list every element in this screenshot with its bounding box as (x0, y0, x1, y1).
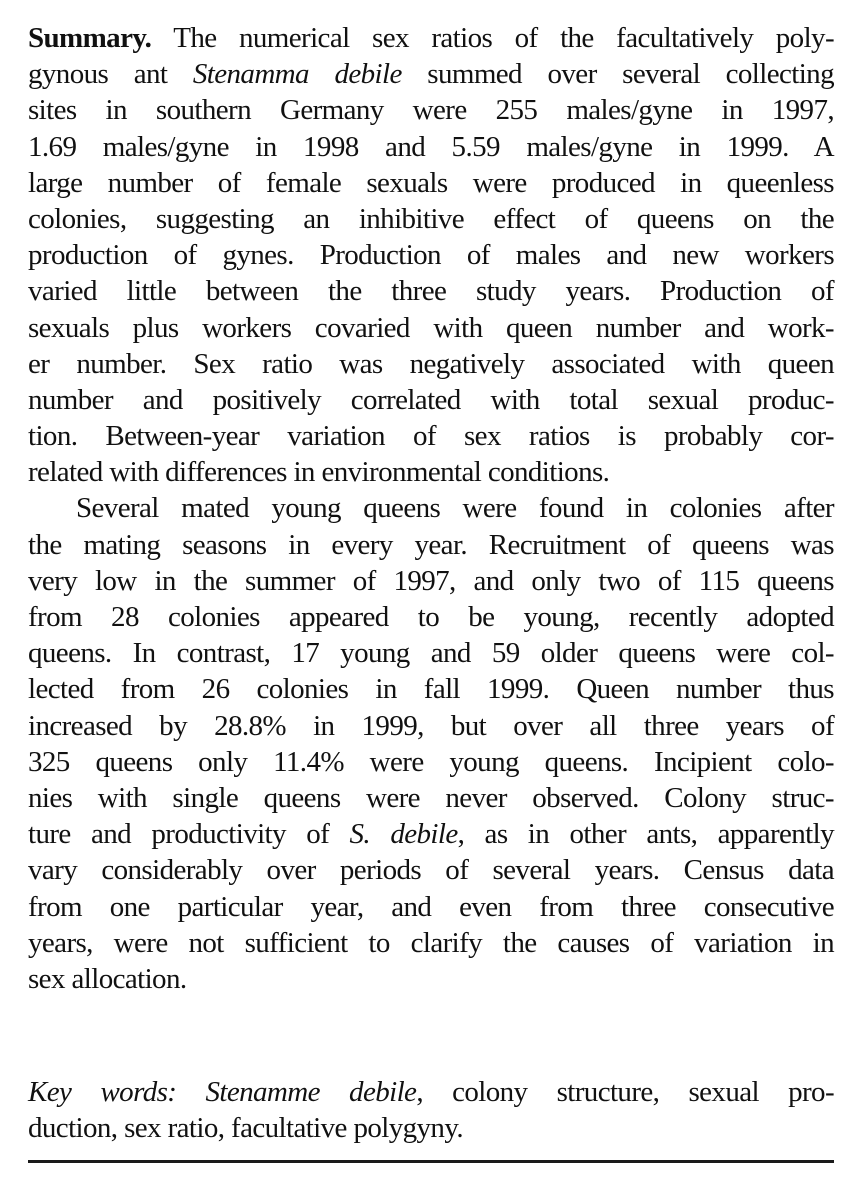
text-line (28, 165, 834, 201)
summary-section (28, 20, 834, 997)
text-run: 1.69 males/gyne in 1998 and 5.59 males/gyne in 1999. A (28, 130, 834, 163)
text-line (28, 418, 834, 454)
text-run: large number of female sexuals were produced in queenless (28, 166, 834, 199)
text-line (28, 527, 834, 563)
text-run: vary considerably over periods of several years. Census data (28, 854, 834, 887)
text-run: from 28 colonies appeared to be young, recently adopted (28, 601, 834, 633)
text-line (28, 273, 834, 309)
italic-term: S. debile (349, 818, 458, 851)
text-run: related with differences in environmental conditions. (28, 456, 610, 489)
text-line (28, 129, 834, 165)
text-line (28, 20, 834, 56)
text-run: , colony structure, sexual pro- (416, 1076, 835, 1108)
text-run: lected from 26 colonies in fall 1999. Queen number thus (28, 673, 834, 706)
text-line (28, 563, 834, 599)
text-line (28, 852, 834, 888)
text-line (28, 635, 834, 671)
text-run: sexuals plus workers covaried with queen number and work- (28, 311, 834, 344)
text-line (28, 708, 834, 744)
text-run: production of gynes. Production of males and new workers (28, 239, 834, 272)
text-run: nies with single queens were never observed. Colony struc- (28, 781, 834, 814)
text-run: from one particular year, and even from three consecutive (28, 890, 834, 923)
text-line (28, 237, 834, 273)
text-run: number and positively correlated with total sexual produc- (28, 383, 834, 416)
text-line (28, 925, 834, 961)
text-run: increased by 28.8% in 1999, but over all three years of (28, 709, 834, 742)
keywords-paragraph (28, 1074, 834, 1146)
text-line (28, 310, 834, 346)
keywords-section (28, 1074, 834, 1146)
text-line (28, 816, 834, 852)
italic-term: Key words: (28, 1076, 206, 1108)
text-line (28, 382, 834, 418)
text-run: 325 queens only 11.4% were young queens. Incipient colo- (28, 745, 834, 778)
text-line (28, 346, 834, 382)
text-line (28, 201, 834, 237)
text-line (28, 454, 834, 490)
text-run: tion. Between-year variation of sex ratios is probably cor- (28, 420, 834, 453)
summary-heading: Summary. (28, 22, 152, 54)
italic-term: Stenamma debile (192, 58, 402, 91)
text-run: Several mated young queens were found in colonies after (76, 492, 834, 525)
text-run: ture and productivity of (28, 818, 350, 851)
text-line (28, 490, 834, 526)
text-run: er number. Sex ratio was negatively associated with queen (28, 347, 834, 380)
text-line (28, 56, 834, 92)
text-run: sex allocation. (28, 962, 187, 995)
text-line (28, 1074, 834, 1110)
text-run: very low in the summer of 1997, and only two of 115 queens (28, 564, 834, 597)
text-run: varied little between the three study years. Production of (28, 275, 834, 308)
text-line (28, 1110, 834, 1146)
text-line (28, 92, 834, 128)
text-run: years, were not sufficient to clarify the causes of variation in (28, 926, 834, 959)
text-line (28, 961, 834, 997)
text-run: sites in southern Germany were 255 males/gyne in 1997, (28, 94, 834, 127)
summary-paragraph-2 (28, 490, 834, 997)
text-run: the mating seasons in every year. Recruitment of queens was (28, 528, 834, 561)
text-line (28, 671, 834, 707)
text-line (28, 744, 834, 780)
text-run: gynous ant (28, 58, 193, 91)
text-run: , as in other ants, apparently (457, 818, 834, 851)
text-run: The numerical sex ratios of the facultatively poly- (151, 22, 834, 54)
text-line (28, 889, 834, 925)
text-line (28, 599, 834, 635)
text-run: duction, sex ratio, facultative polygyny. (28, 1112, 463, 1145)
section-divider-rule (28, 1160, 834, 1163)
text-line (28, 780, 834, 816)
text-run: colonies, suggesting an inhibitive effect of queens on the (28, 202, 834, 235)
summary-paragraph-1 (28, 20, 834, 490)
text-run: queens. In contrast, 17 young and 59 older queens were col- (28, 637, 834, 670)
italic-term: Stenamme debile (205, 1076, 417, 1108)
text-run: summed over several collecting (401, 58, 834, 91)
